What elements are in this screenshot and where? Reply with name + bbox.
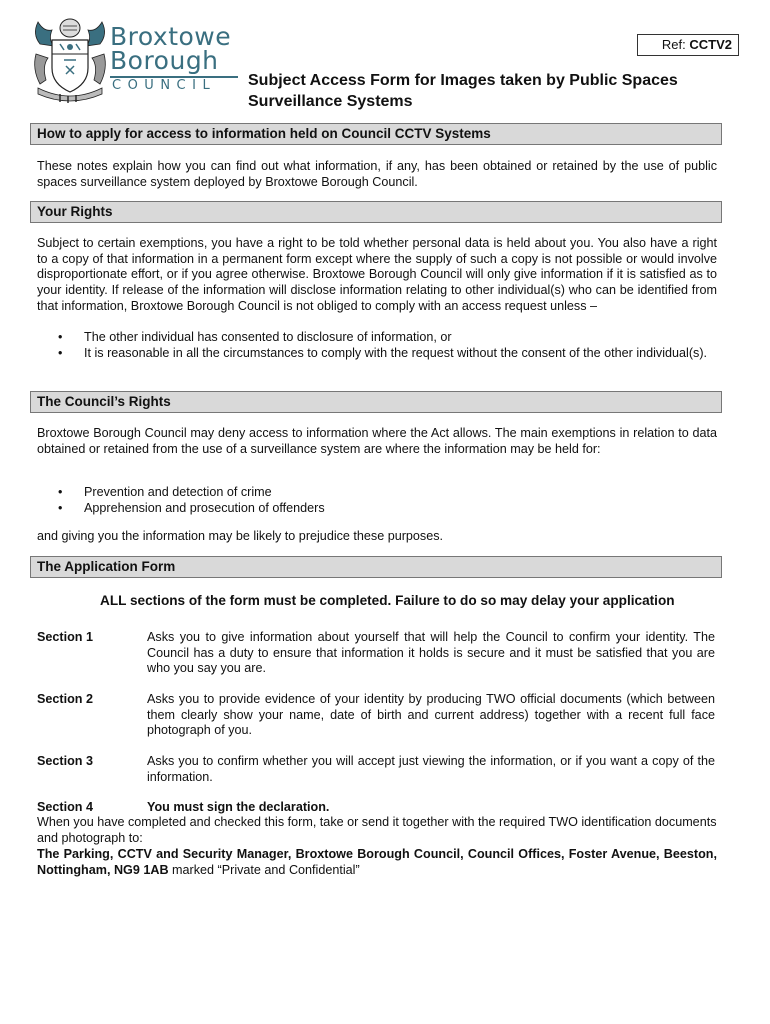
page-title: Subject Access Form for Images taken by Public Spaces Surveillance Systems bbox=[248, 72, 678, 110]
application-instructions: When you have completed and checked this form, take or send it together with the required TWO identification documents and photograph to: bbox=[37, 815, 717, 845]
list-item: • Apprehension and prosecution of offenders bbox=[37, 501, 717, 517]
section-heading-apply: How to apply for access to information held on Council CCTV Systems bbox=[30, 123, 722, 145]
section-4-label: Section 4 bbox=[37, 800, 93, 814]
apply-text: These notes explain how you can find out what information, if any, has been obtained or retained by the use of public spaces surveillance system deployed by Broxtowe Borough Council. bbox=[37, 159, 717, 189]
list-item: • The other individual has consented to disclosure of information, or bbox=[37, 330, 717, 346]
ref-value: CCTV2 bbox=[689, 37, 732, 52]
section-heading-council-rights: The Council’s Rights bbox=[30, 391, 722, 413]
section-1-text: Asks you to give information about yourself that will help the Council to confirm your identity. The Council has a duty to ensure that information it holds is secure and it must be satisfied that you are who you say you are. bbox=[147, 630, 715, 676]
section-2-label: Section 2 bbox=[37, 692, 93, 706]
section-1-label: Section 1 bbox=[37, 630, 93, 644]
brand-name-line2: Borough bbox=[110, 46, 219, 75]
address-suffix: marked “Private and Confidential” bbox=[172, 862, 360, 877]
address-text: The Parking, CCTV and Security Manager, Broxtowe Borough Council, Council Offices, Foster Avenue, Beeston, Nottingham, NG9 1AB bbox=[37, 847, 717, 877]
council-rights-text: Broxtowe Borough Council may deny access to information where the Act allows. The main exemptions in relation to data obtained or retained from the use of a surveillance system are where the information may be held for: bbox=[37, 426, 717, 456]
brand-name-line3: COUNCIL bbox=[112, 78, 217, 93]
rights-bullet-list bbox=[37, 330, 717, 361]
list-item: • It is reasonable in all the circumstances to comply with the request without the consent of the other individual(s). bbox=[37, 346, 717, 362]
application-emphasis: ALL sections of the form must be completed. Failure to do so may delay your application bbox=[100, 593, 675, 608]
section-heading-application: The Application Form bbox=[30, 556, 722, 578]
council-rights-closing: and giving you the information may be likely to prejudice these purposes. bbox=[37, 529, 444, 543]
council-logo bbox=[30, 14, 240, 104]
section-4-text: You must sign the declaration. bbox=[147, 800, 330, 814]
list-item: • Prevention and detection of crime bbox=[37, 485, 717, 501]
coat-of-arms-icon bbox=[30, 14, 110, 104]
section-heading-rights: Your Rights bbox=[30, 201, 722, 223]
reference-box bbox=[637, 34, 739, 56]
section-3-text: Asks you to confirm whether you will accept just viewing the information, or if you want a copy of the information. bbox=[147, 754, 715, 784]
section-3-label: Section 3 bbox=[37, 754, 93, 768]
section-2-text: Asks you to provide evidence of your identity by producing TWO official documents (which between them clearly show your name, date of birth and current address) together with a recent full face photograph of you. bbox=[147, 692, 715, 738]
postal-address bbox=[37, 847, 717, 878]
council-rights-bullet-list bbox=[37, 485, 717, 516]
ref-label: Ref: bbox=[661, 37, 686, 52]
rights-text: Subject to certain exemptions, you have a right to be told whether personal data is held about you. You also have a right to a copy of that information in a permanent form except where the supply of such a copy is not possible or would involve disproportionate effort, or if you agree otherwise. Broxtowe Borough Council will only give information if it is satisfied as to your identity. If release of the information will disclose information relating to other individual(s) who can be identified from that information, Broxtowe Borough Council is not obliged to comply with an access request unless – bbox=[37, 236, 717, 313]
brand-name-line1: Broxtowe bbox=[110, 22, 232, 51]
